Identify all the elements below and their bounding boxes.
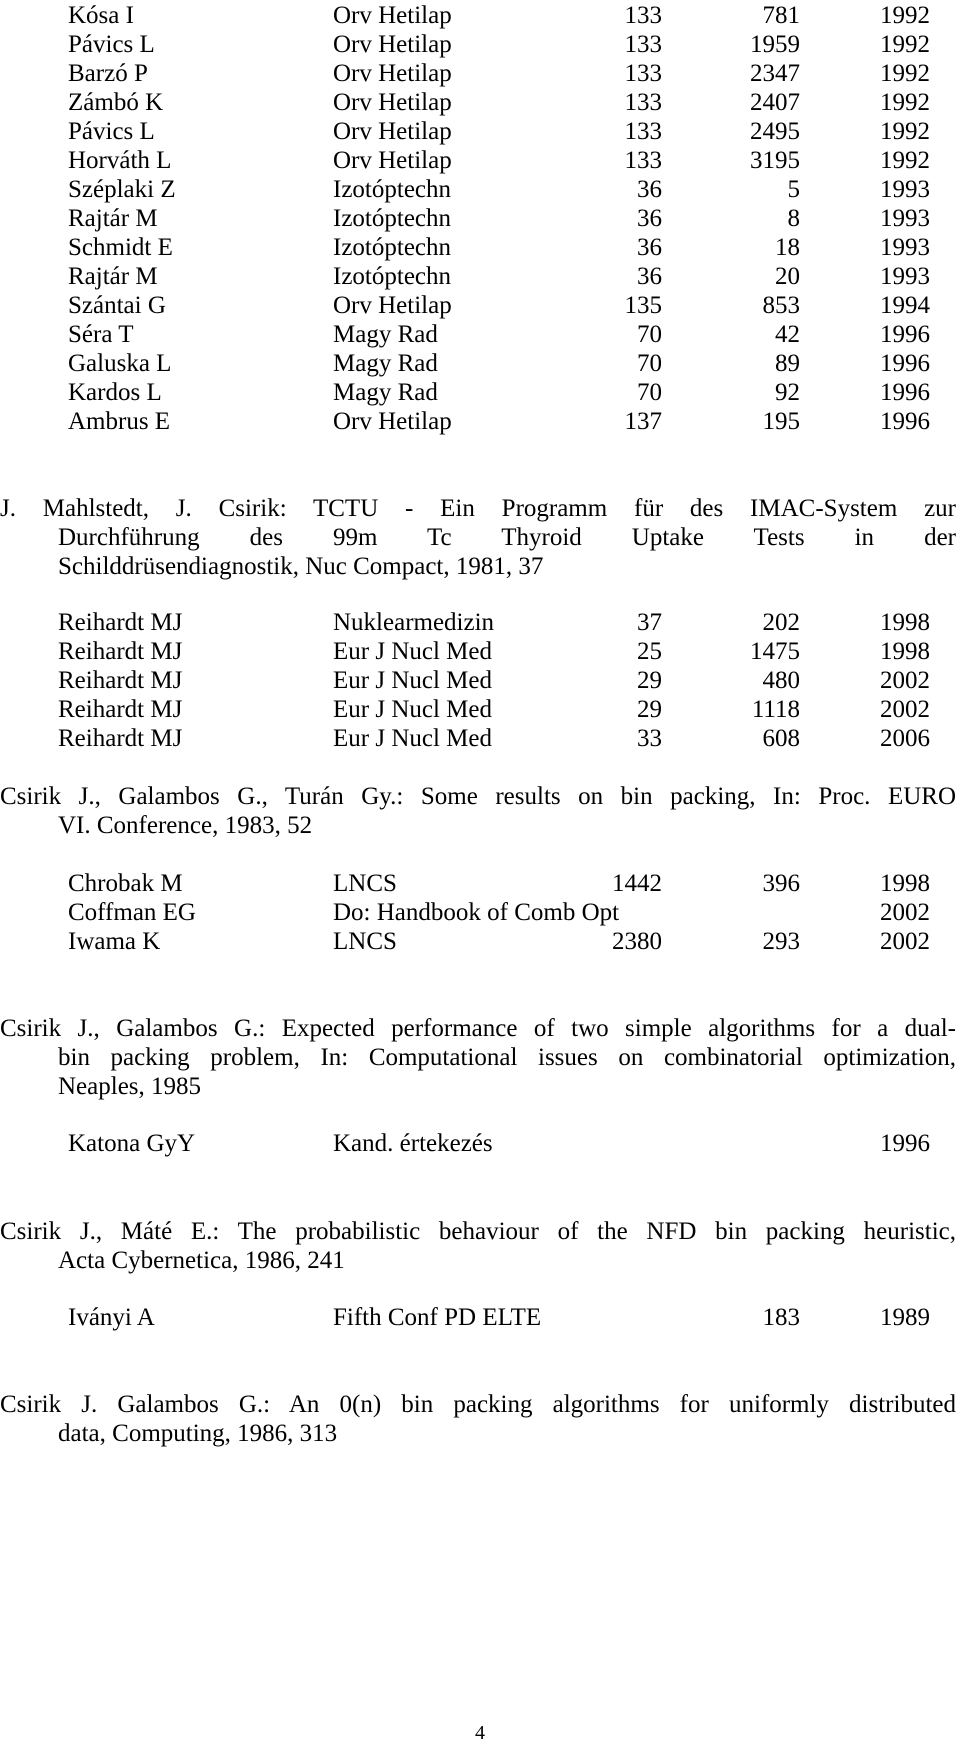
citation-row xyxy=(0,0,960,32)
citing-author: Rajtár M xyxy=(68,263,158,290)
publication-year: 1992 xyxy=(880,31,930,58)
journal-name: Izotóptechn xyxy=(333,176,452,203)
reference-line: Csirik J., Galambos G.: Expected performance of two simple algorithms for a dual- xyxy=(0,1015,956,1042)
citing-author: Horváth L xyxy=(68,147,172,174)
reference-line: bin packing problem, In: Computational issues on combinatorial optimization, xyxy=(58,1044,956,1071)
citing-author: Széplaki Z xyxy=(68,176,176,203)
page-number: 18 xyxy=(775,234,800,261)
publication-year: 1996 xyxy=(880,1130,930,1157)
journal-name: Orv Hetilap xyxy=(333,89,452,116)
volume-number: 2380 xyxy=(612,928,662,955)
volume-number: 70 xyxy=(637,321,662,348)
citing-author: Kardos L xyxy=(68,379,162,406)
publication-year: 1989 xyxy=(880,1304,930,1331)
page-number: 853 xyxy=(762,292,800,319)
page-number: 195 xyxy=(762,408,800,435)
journal-name: Eur J Nucl Med xyxy=(333,667,492,694)
citing-author: Barzó P xyxy=(68,60,148,87)
volume-number: 29 xyxy=(637,696,662,723)
citing-author: Ambrus E xyxy=(68,408,171,435)
volume-number: 135 xyxy=(624,292,662,319)
citing-author: Kósa I xyxy=(68,2,134,29)
publication-year: 2002 xyxy=(880,667,930,694)
citing-author: Reihardt MJ xyxy=(58,696,183,723)
citing-author: Reihardt MJ xyxy=(58,638,183,665)
citing-author: Chrobak M xyxy=(68,870,183,897)
publication-year: 1996 xyxy=(880,408,930,435)
volume-number: 70 xyxy=(637,379,662,406)
citing-author: Séra T xyxy=(68,321,134,348)
citing-author: Coffman EG xyxy=(68,899,196,926)
reference-line: Durchführung des 99m Tc Thyroid Uptake Tests in der xyxy=(58,524,956,551)
journal-name: Eur J Nucl Med xyxy=(333,696,492,723)
page-number: 42 xyxy=(775,321,800,348)
volume-number: 133 xyxy=(624,118,662,145)
page-number: 92 xyxy=(775,379,800,406)
citing-author: Rajtár M xyxy=(68,205,158,232)
volume-number: 133 xyxy=(624,2,662,29)
journal-name: Magy Rad xyxy=(333,321,438,348)
page-number-footer: 4 xyxy=(475,1722,485,1744)
citing-author: Iványi A xyxy=(68,1304,155,1331)
journal-name: Orv Hetilap xyxy=(333,2,452,29)
page-number: 2347 xyxy=(750,60,800,87)
publication-year: 2002 xyxy=(880,696,930,723)
publication-year: 1996 xyxy=(880,321,930,348)
citation-row xyxy=(0,290,960,322)
reference-line: Acta Cybernetica, 1986, 241 xyxy=(58,1247,345,1274)
reference-line: Csirik J., Máté E.: The probabilistic behaviour of the NFD bin packing heuristic, xyxy=(0,1218,956,1245)
publication-year: 1993 xyxy=(880,176,930,203)
journal-name: Orv Hetilap xyxy=(333,292,452,319)
publication-year: 1993 xyxy=(880,205,930,232)
journal-name: LNCS xyxy=(333,870,397,897)
volume-number: 37 xyxy=(637,609,662,636)
citation-row xyxy=(0,174,960,206)
volume-number: 137 xyxy=(624,408,662,435)
volume-number: 29 xyxy=(637,667,662,694)
citation-row xyxy=(0,897,960,929)
citing-author: Zámbó K xyxy=(68,89,164,116)
citing-author: Pávics L xyxy=(68,118,155,145)
citation-row xyxy=(0,348,960,380)
reference-line: Neaples, 1985 xyxy=(58,1073,202,1100)
journal-name: Orv Hetilap xyxy=(333,31,452,58)
volume-number: 1442 xyxy=(612,870,662,897)
reference-line: VI. Conference, 1983, 52 xyxy=(58,812,313,839)
citing-author: Reihardt MJ xyxy=(58,725,183,752)
citation-row xyxy=(0,87,960,119)
page-number: 2495 xyxy=(750,118,800,145)
page-number: 8 xyxy=(787,205,800,232)
citation-row xyxy=(0,377,960,409)
publication-year: 1998 xyxy=(880,870,930,897)
journal-name: Eur J Nucl Med xyxy=(333,638,492,665)
volume-number: 36 xyxy=(637,234,662,261)
reference-line: J. Mahlstedt, J. Csirik: TCTU - Ein Programm für des IMAC-System zur xyxy=(0,495,956,522)
page-number: 1118 xyxy=(751,696,800,723)
journal-name: Orv Hetilap xyxy=(333,60,452,87)
citing-author: Reihardt MJ xyxy=(58,609,183,636)
journal-name: Kand. értekezés xyxy=(333,1130,493,1157)
journal-name: Orv Hetilap xyxy=(333,408,452,435)
publication-year: 1993 xyxy=(880,263,930,290)
volume-number: 36 xyxy=(637,176,662,203)
page-number: 2407 xyxy=(750,89,800,116)
citation-row xyxy=(0,319,960,351)
publication-year: 1992 xyxy=(880,118,930,145)
page-number: 5 xyxy=(787,176,800,203)
citing-author: Galuska L xyxy=(68,350,172,377)
publication-year: 1994 xyxy=(880,292,930,319)
journal-name: Nuklearmedizin xyxy=(333,609,495,636)
page-number: 480 xyxy=(762,667,800,694)
citation-row xyxy=(0,607,960,639)
page-number: 1959 xyxy=(750,31,800,58)
page-number: 3195 xyxy=(750,147,800,174)
citation-row xyxy=(0,232,960,264)
citation-row xyxy=(0,58,960,90)
publication-year: 1992 xyxy=(880,60,930,87)
page-number: 1475 xyxy=(750,638,800,665)
journal-name: Orv Hetilap xyxy=(333,118,452,145)
page-number: 293 xyxy=(762,928,800,955)
publication-year: 1998 xyxy=(880,638,930,665)
page-number: 20 xyxy=(775,263,800,290)
citation-row xyxy=(0,1128,960,1160)
publication-year: 2006 xyxy=(880,725,930,752)
reference-line: Csirik J. Galambos G.: An 0(n) bin packing algorithms for uniformly distributed xyxy=(0,1391,956,1418)
reference-line: Schilddrüsendiagnostik, Nuc Compact, 1981, 37 xyxy=(58,553,544,580)
journal-name: Magy Rad xyxy=(333,379,438,406)
volume-number: 36 xyxy=(637,205,662,232)
volume-number: 133 xyxy=(624,147,662,174)
journal-name: Eur J Nucl Med xyxy=(333,725,492,752)
page-number: 202 xyxy=(762,609,800,636)
citation-row xyxy=(0,406,960,438)
reference-line: Csirik J., Galambos G., Turán Gy.: Some results on bin packing, In: Proc. EURO xyxy=(0,783,956,810)
journal-name: Izotóptechn xyxy=(333,234,452,261)
publication-year: 1993 xyxy=(880,234,930,261)
publication-year: 1996 xyxy=(880,350,930,377)
page-number: 183 xyxy=(762,1304,800,1331)
citation-row xyxy=(0,636,960,668)
citation-row xyxy=(0,1302,960,1334)
citation-row xyxy=(0,116,960,148)
publication-year: 1996 xyxy=(880,379,930,406)
publication-year: 2002 xyxy=(880,928,930,955)
page-number: 89 xyxy=(775,350,800,377)
journal-name: LNCS xyxy=(333,928,397,955)
publication-year: 2002 xyxy=(880,899,930,926)
page-number: 608 xyxy=(762,725,800,752)
reference-line: data, Computing, 1986, 313 xyxy=(58,1420,338,1447)
citation-row xyxy=(0,203,960,235)
citing-author: Schmidt E xyxy=(68,234,173,261)
journal-name: Izotóptechn xyxy=(333,263,452,290)
publication-year: 1992 xyxy=(880,2,930,29)
citation-row xyxy=(0,868,960,900)
journal-name: Fifth Conf PD ELTE xyxy=(333,1304,542,1331)
publication-year: 1992 xyxy=(880,147,930,174)
volume-number: 70 xyxy=(637,350,662,377)
volume-number: 25 xyxy=(637,638,662,665)
citation-row xyxy=(0,723,960,755)
citing-author: Reihardt MJ xyxy=(58,667,183,694)
citation-row xyxy=(0,665,960,697)
page-number: 781 xyxy=(762,2,800,29)
citation-row xyxy=(0,29,960,61)
citation-row xyxy=(0,145,960,177)
citing-author: Szántai G xyxy=(68,292,166,319)
citation-row xyxy=(0,926,960,958)
volume-number: 133 xyxy=(624,60,662,87)
volume-number: 33 xyxy=(637,725,662,752)
citation-row xyxy=(0,694,960,726)
citing-author: Pávics L xyxy=(68,31,155,58)
citing-author: Iwama K xyxy=(68,928,161,955)
journal-name: Magy Rad xyxy=(333,350,438,377)
publication-year: 1998 xyxy=(880,609,930,636)
volume-number: 36 xyxy=(637,263,662,290)
journal-name: Do: Handbook of Comb Opt xyxy=(333,899,620,926)
publication-year: 1992 xyxy=(880,89,930,116)
page-number: 396 xyxy=(762,870,800,897)
volume-number: 133 xyxy=(624,31,662,58)
citing-author: Katona GyY xyxy=(68,1130,196,1157)
volume-number: 133 xyxy=(624,89,662,116)
journal-name: Izotóptechn xyxy=(333,205,452,232)
citation-row xyxy=(0,261,960,293)
journal-name: Orv Hetilap xyxy=(333,147,452,174)
